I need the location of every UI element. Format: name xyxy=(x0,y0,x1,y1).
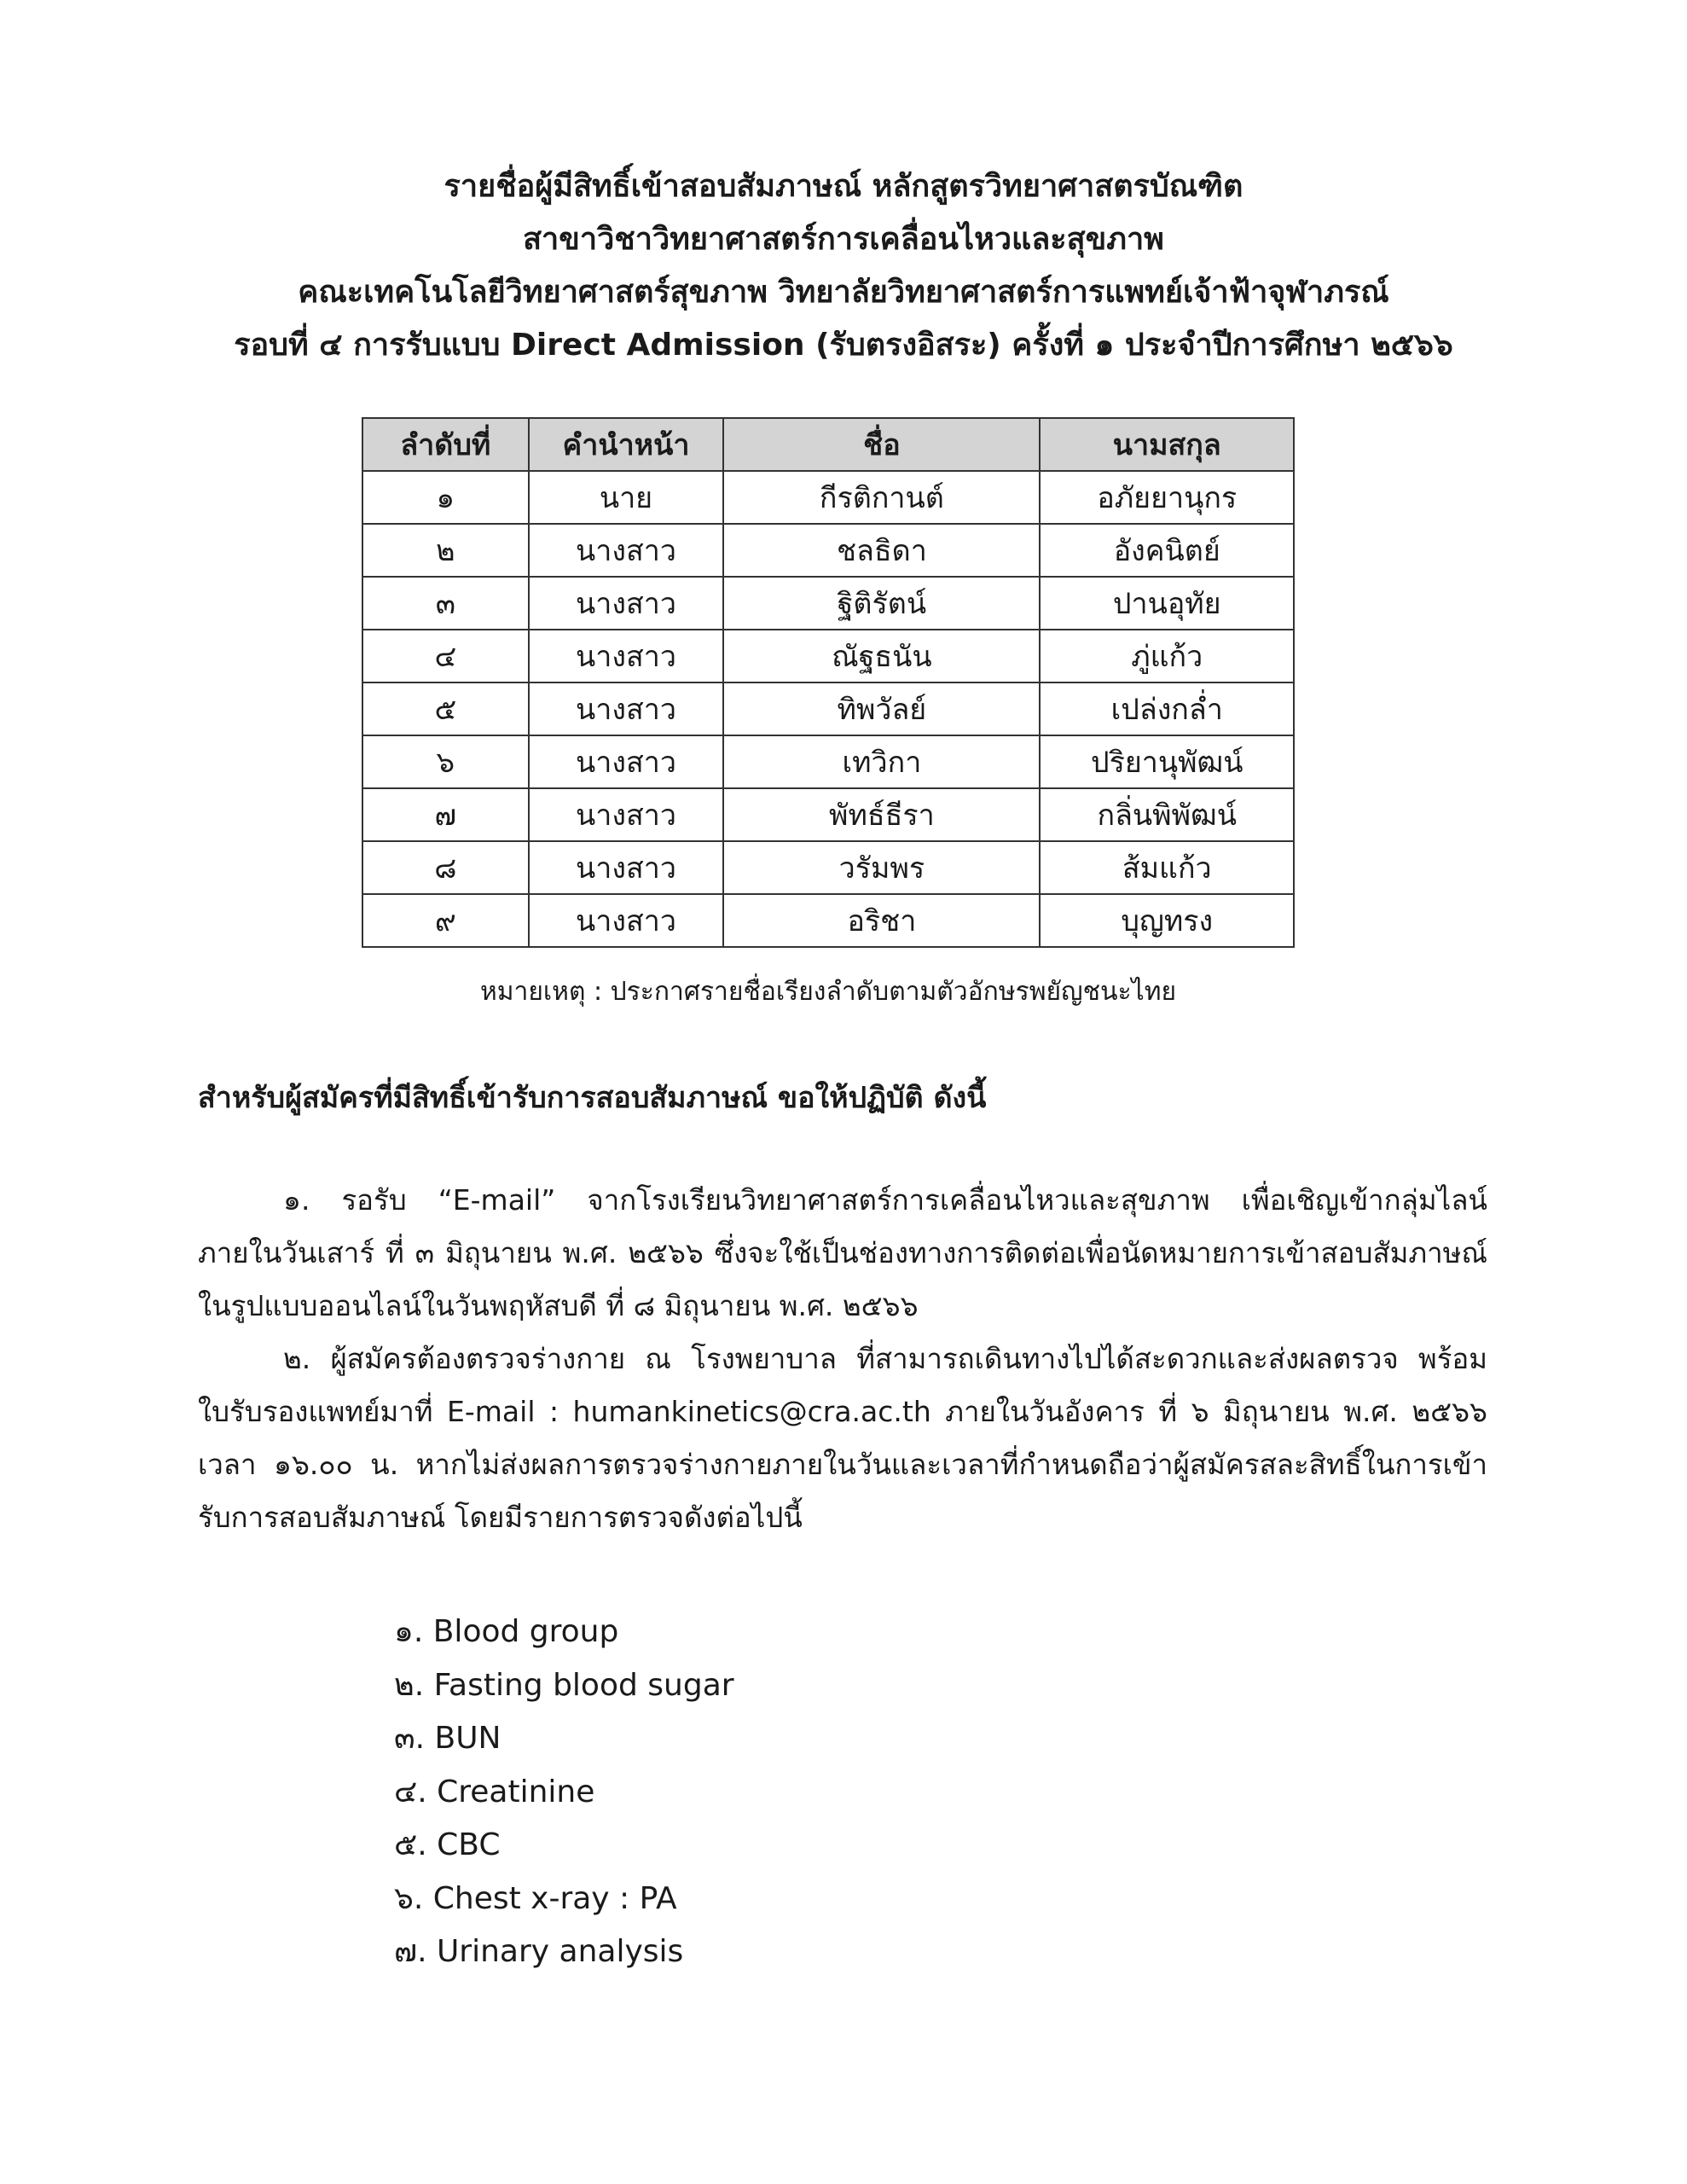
list-item: ๖. Chest x-ray : PA xyxy=(394,1880,677,1916)
table-row xyxy=(362,788,1294,841)
cell-last-name: เปล่งกล่ำ xyxy=(1040,682,1294,735)
list-item: ๓. BUN xyxy=(394,1721,501,1756)
cell-last-name: อภัยยานุกร xyxy=(1040,471,1294,524)
list-item: ๒. Fasting blood sugar xyxy=(394,1667,734,1703)
title-line: รอบที่ ๔ การรับแบบ Direct Admission (รับตรงอิสระ) ครั้งที่ ๑ ประจำปีการศึกษา ๒๕๖๖ xyxy=(234,328,1453,363)
header-last-name: นามสกุล xyxy=(1040,418,1294,471)
cell-prefix: นางสาว xyxy=(529,524,724,577)
document-title xyxy=(0,160,1687,372)
instruction-paragraph: ๑. รอรับ “E-mail” จากโรงเรียนวิทยาศาสตร์การเคลื่อนไหวและสุขภาพ เพื่อเชิญเข้ากลุ่มไลน์ ภายในวันเสาร์ ที่ ๓ มิถุนายน พ.ศ. ๒๕๖๖ ซึ่งจะใช้เป็นช่องทางการติดต่อเพื่อนัดหมายการเข้าสอบสัมภาษณ์ในรูปแบบออนไลน์ในวันพฤหัสบดี ที่ ๘ มิถุนายน พ.ศ. ๒๕๖๖ xyxy=(198,1183,1487,1322)
medical-test-list xyxy=(394,1606,734,1979)
header-prefix: คำนำหน้า xyxy=(529,418,724,471)
cell-order: ๘ xyxy=(362,841,529,894)
title-line: สาขาวิชาวิทยาศาสตร์การเคลื่อนไหวและสุขภาพ xyxy=(523,222,1164,257)
candidate-table xyxy=(362,417,1295,948)
cell-order: ๒ xyxy=(362,524,529,577)
cell-first-name: วรัมพร xyxy=(723,841,1040,894)
list-item: ๔. Creatinine xyxy=(394,1774,595,1809)
cell-order: ๕ xyxy=(362,682,529,735)
cell-last-name: กลิ่นพิพัฒน์ xyxy=(1040,788,1294,841)
table-row xyxy=(362,577,1294,630)
cell-prefix: นางสาว xyxy=(529,894,724,947)
table-note: หมายเหตุ : ประกาศรายชื่อเรียงลำดับตามตัวอักษรพยัญชนะไทย xyxy=(479,977,1177,1007)
cell-first-name: ณัฐธนัน xyxy=(723,630,1040,682)
cell-prefix: นางสาว xyxy=(529,841,724,894)
list-item: ๗. Urinary analysis xyxy=(394,1934,684,1969)
cell-order: ๙ xyxy=(362,894,529,947)
table-row xyxy=(362,894,1294,947)
header-order: ลำดับที่ xyxy=(362,418,529,471)
table-row xyxy=(362,682,1294,735)
cell-order: ๗ xyxy=(362,788,529,841)
cell-first-name: ชลธิดา xyxy=(723,524,1040,577)
cell-first-name: กีรติกานต์ xyxy=(723,471,1040,524)
cell-first-name: อริชา xyxy=(723,894,1040,947)
cell-prefix: นางสาว xyxy=(529,735,724,788)
cell-first-name: ทิพวัลย์ xyxy=(723,682,1040,735)
cell-last-name: บุญทรง xyxy=(1040,894,1294,947)
cell-prefix: นางสาว xyxy=(529,788,724,841)
header-first-name: ชื่อ xyxy=(723,418,1040,471)
cell-last-name: อังคนิตย์ xyxy=(1040,524,1294,577)
instructions-body xyxy=(198,1174,1487,1544)
table-header-row xyxy=(362,418,1294,471)
cell-order: ๓ xyxy=(362,577,529,630)
list-item: ๕. CBC xyxy=(394,1827,501,1862)
cell-prefix: นางสาว xyxy=(529,630,724,682)
cell-last-name: ปริยานุพัฒน์ xyxy=(1040,735,1294,788)
table-row xyxy=(362,524,1294,577)
title-line: คณะเทคโนโลยีวิทยาศาสตร์สุขภาพ วิทยาลัยวิทยาศาสตร์การแพทย์เจ้าฟ้าจุฬาภรณ์ xyxy=(298,275,1389,310)
cell-first-name: เทวิกา xyxy=(723,735,1040,788)
cell-first-name: ฐิติรัตน์ xyxy=(723,577,1040,630)
table-row xyxy=(362,471,1294,524)
table-row xyxy=(362,735,1294,788)
cell-prefix: นาย xyxy=(529,471,724,524)
table-row xyxy=(362,841,1294,894)
cell-order: ๑ xyxy=(362,471,529,524)
cell-order: ๔ xyxy=(362,630,529,682)
list-item: ๑. Blood group xyxy=(394,1614,619,1649)
title-line: รายชื่อผู้มีสิทธิ์เข้าสอบสัมภาษณ์ หลักสูตรวิทยาศาสตรบัณฑิต xyxy=(443,169,1244,204)
cell-order: ๖ xyxy=(362,735,529,788)
cell-first-name: พัทธ์ธีรา xyxy=(723,788,1040,841)
cell-prefix: นางสาว xyxy=(529,682,724,735)
cell-last-name: ปานอุทัย xyxy=(1040,577,1294,630)
cell-last-name: ส้มแก้ว xyxy=(1040,841,1294,894)
instruction-paragraph: ๒. ผู้สมัครต้องตรวจร่างกาย ณ โรงพยาบาล ที่สามารถเดินทางไปได้สะดวกและส่งผลตรวจ พร้อมใบรับรองแพทย์มาที่ E-mail : humankinetics@cra.ac.th ภายในวันอังคาร ที่ ๖ มิถุนายน พ.ศ. ๒๕๖๖ เวลา ๑๖.๐๐ น. หากไม่ส่งผลการตรวจร่างกายภายในวันและเวลาที่กำหนดถือว่าผู้สมัครสละสิทธิ์ในการเข้ารับการสอบสัมภาษณ์ โดยมีรายการตรวจดังต่อไปนี้ xyxy=(198,1342,1487,1534)
cell-last-name: ภู่แก้ว xyxy=(1040,630,1294,682)
table-row xyxy=(362,630,1294,682)
cell-prefix: นางสาว xyxy=(529,577,724,630)
instructions-heading: สำหรับผู้สมัครที่มีสิทธิ์เข้ารับการสอบสัมภาษณ์ ขอให้ปฏิบัติ ดังนี้ xyxy=(198,1081,987,1115)
